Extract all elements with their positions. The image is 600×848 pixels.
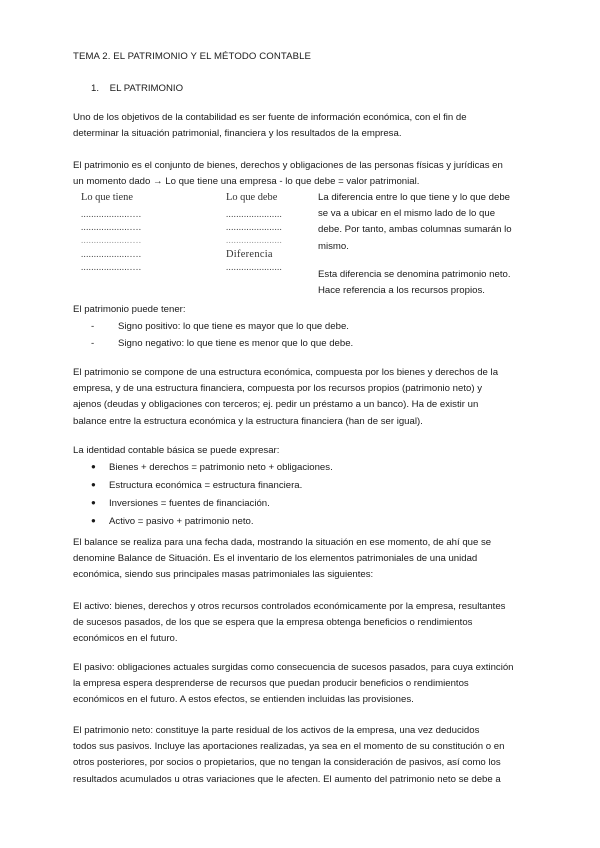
list-item: ● Bienes + derechos = patrimonio neto + obligaciones. bbox=[91, 462, 333, 473]
text-line: mismo. bbox=[318, 240, 349, 252]
text-line: empresa, y de una estructura financiera, compuesta por los recursos propios (patrimonio neto) y bbox=[73, 383, 482, 395]
text-line: La diferencia entre lo que tiene y lo que debe bbox=[318, 192, 511, 203]
paragraph-identity-intro: La identidad contable básica se puede expresar: bbox=[73, 445, 280, 456]
text-line: otros posteriores, por socios o propietarios, que no tengan la consideración de pasivos, así como los bbox=[73, 757, 501, 769]
figure-left-header: Lo que tiene bbox=[81, 192, 133, 203]
list-item: - Signo positivo: lo que tiene es mayor que lo que debe. bbox=[91, 321, 349, 332]
dotted-line: ...................... bbox=[226, 222, 283, 233]
text-line: económicos en el futuro. bbox=[73, 633, 178, 645]
text-line: de sucesos pasados, de los que se espera que la empresa obtenga beneficios o rendimientos bbox=[73, 617, 473, 629]
text-line: económica, siendo sus principales masas patrimoniales las siguientes: bbox=[73, 569, 374, 581]
list-item: ● Inversiones = fuentes de financiación. bbox=[91, 498, 270, 509]
section-label: EL PATRIMONIO bbox=[109, 83, 184, 94]
text-line: ajenos (deudas y obligaciones con terceros; ej. pedir un préstamo a un banco). Ha de existir un bbox=[73, 399, 479, 411]
text-line: Hace referencia a los recursos propios. bbox=[318, 285, 485, 297]
list-item: ● Estructura económica = estructura financiera. bbox=[91, 480, 303, 491]
text-line: determinar la situación patrimonial, financiera y los resultados de la empresa. bbox=[73, 128, 402, 140]
text-line: El activo: bienes, derechos y otros recursos controlados económicamente por la empresa, resultantes bbox=[73, 601, 506, 612]
difference-explanation bbox=[318, 190, 512, 299]
list-item: ● Activo = pasivo + patrimonio neto. bbox=[91, 516, 254, 527]
section-heading bbox=[91, 83, 183, 94]
document-title: TEMA 2. EL PATRIMONIO Y EL MÉTODO CONTABLE bbox=[73, 51, 312, 62]
dotted-line: ...................…. bbox=[81, 261, 142, 272]
text-line: económicos en el futuro. A estos efectos, se entienden incluidas las provisiones. bbox=[73, 694, 414, 706]
paragraph-patrimonio-definition bbox=[73, 158, 528, 190]
dotted-line: ...................…. bbox=[81, 222, 142, 233]
paragraph-patrimonio-neto bbox=[73, 723, 528, 788]
text-line: debe. Por tanto, ambas columnas sumarán lo bbox=[318, 224, 512, 236]
text-line: denomine Balance de Situación. Es el inventario de los elementos patrimoniales de una unidad bbox=[73, 553, 478, 565]
dotted-line: ...................…. bbox=[81, 209, 142, 219]
figure-difference-label: Diferencia bbox=[226, 248, 273, 260]
section-number: 1. bbox=[91, 83, 100, 94]
dotted-line: ...................... bbox=[226, 261, 283, 272]
figure-right-header: Lo que debe bbox=[226, 192, 278, 203]
balance-figure bbox=[73, 192, 313, 280]
text-line: un momento dado → Lo que tiene una empresa - lo que debe = valor patrimonial. bbox=[73, 176, 420, 188]
list-item: - Signo negativo: lo que tiene es menor que lo que debe. bbox=[91, 338, 354, 349]
text-line: resultados acumulados u otras variaciones que le afecten. El aumento del patrimonio neto se debe a bbox=[73, 773, 501, 785]
paragraph-objectives bbox=[73, 110, 528, 142]
sign-list bbox=[91, 318, 353, 352]
text-line: balance entre la estructura económica y la estructura financiera (han de ser igual). bbox=[73, 415, 423, 427]
paragraph-structure bbox=[73, 365, 528, 430]
text-line: Esta diferencia se denomina patrimonio neto. bbox=[318, 268, 511, 280]
figure-right-column bbox=[226, 192, 282, 275]
text-line: El patrimonio neto: constituye la parte residual de los activos de la empresa, una vez deducidos bbox=[73, 725, 480, 736]
dotted-line: ...................…. bbox=[81, 248, 142, 259]
text-line: Uno de los objetivos de la contabilidad es ser fuente de información económica, con el fin de bbox=[73, 112, 467, 123]
text-line bbox=[318, 255, 512, 267]
text-line: todos sus pasivos. Incluye las aportaciones realizadas, ya sea en el momento de su constitución o en bbox=[73, 741, 505, 753]
paragraph-balance bbox=[73, 535, 528, 584]
figure-left-column bbox=[81, 192, 141, 275]
text-line: El patrimonio es el conjunto de bienes, derechos y obligaciones de las personas físicas y jurídicas en bbox=[73, 160, 503, 171]
paragraph-signs-intro: El patrimonio puede tener: bbox=[73, 304, 186, 315]
text-line: El patrimonio se compone de una estructura económica, compuesta por los bienes y derechos de la bbox=[73, 367, 499, 378]
text-line: El pasivo: obligaciones actuales surgidas como consecuencia de sucesos pasados, para cuya extinción bbox=[73, 662, 514, 673]
dotted-line: ...................... bbox=[226, 209, 283, 219]
dotted-line: ...................... bbox=[226, 235, 283, 246]
dotted-line: ...................…. bbox=[81, 235, 142, 246]
text-line: la empresa espera desprenderse de recursos que puedan producir beneficios o rendimientos bbox=[73, 678, 469, 690]
paragraph-pasivo bbox=[73, 660, 528, 709]
paragraph-activo bbox=[73, 599, 528, 648]
text-line: El balance se realiza para una fecha dada, mostrando la situación en ese momento, de ahí que se bbox=[73, 537, 492, 548]
identity-list bbox=[91, 458, 333, 530]
text-line: se va a ubicar en el mismo lado de lo que bbox=[318, 208, 496, 220]
